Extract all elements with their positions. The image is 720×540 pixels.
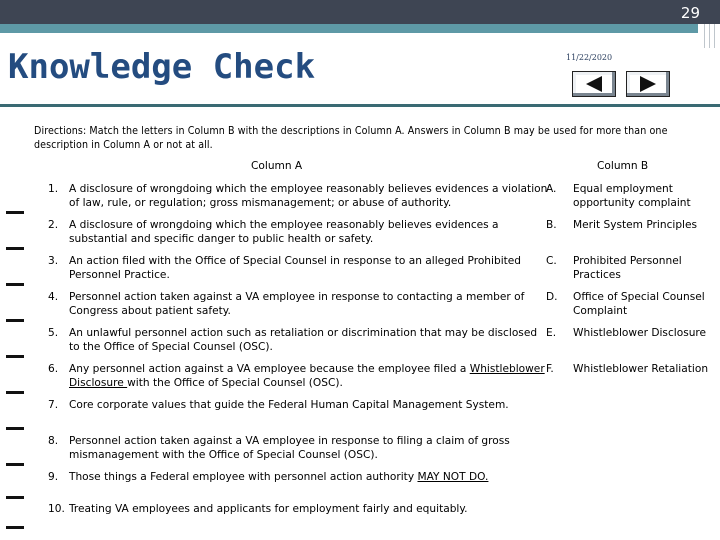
answer-blank bbox=[6, 355, 24, 358]
item-number: 5. bbox=[48, 327, 59, 339]
item-number: 6. bbox=[48, 363, 59, 375]
item-text: A disclosure of wrongdoing which the employee reasonably believes evidences a substantial and specific danger to public health or safety. bbox=[69, 219, 499, 245]
item-text-part: Those things a Federal employee with personnel action authority bbox=[69, 471, 418, 483]
item-letter: C. bbox=[546, 255, 557, 267]
item-number: 4. bbox=[48, 291, 59, 303]
item-text: A disclosure of wrongdoing which the employee reasonably believes evidences a violation of law, rule, or regulation; gross mismanagement; or abuse of authority. bbox=[69, 183, 548, 209]
page-number: 29 bbox=[680, 4, 700, 22]
column-a-item-10 bbox=[48, 502, 548, 516]
top-bar bbox=[0, 0, 720, 24]
answer-blank bbox=[6, 526, 24, 529]
item-letter: E. bbox=[546, 327, 557, 339]
item-text: Office of Special Counsel Complaint bbox=[573, 291, 705, 317]
item-number: 7. bbox=[48, 399, 59, 411]
column-b-item-c bbox=[546, 254, 716, 282]
item-letter: D. bbox=[546, 291, 558, 303]
answer-blank bbox=[6, 391, 24, 394]
directions-text: Directions: Match the letters in Column B with the descriptions in Column A. Answers in Column B may be used for more than one description in Column A or not at all. bbox=[34, 125, 668, 151]
item-number: 3. bbox=[48, 255, 59, 267]
column-a-item-2 bbox=[48, 218, 548, 246]
column-b-header: Column B bbox=[597, 160, 649, 172]
header-divider bbox=[0, 104, 720, 107]
answer-blank bbox=[6, 427, 24, 430]
next-slide-button[interactable] bbox=[626, 71, 670, 97]
column-a-item-6 bbox=[48, 362, 548, 390]
item-letter: A. bbox=[546, 183, 557, 195]
item-text bbox=[69, 470, 548, 484]
column-b-item-d bbox=[546, 290, 716, 318]
column-a-item-9 bbox=[48, 470, 548, 484]
answer-blank bbox=[6, 463, 24, 466]
item-number: 10. bbox=[48, 503, 65, 515]
answer-blank bbox=[6, 496, 24, 499]
item-letter: F. bbox=[546, 363, 554, 375]
top-accent-band bbox=[0, 24, 698, 33]
column-b-item-a bbox=[546, 182, 716, 210]
item-text bbox=[69, 362, 548, 390]
item-number: 9. bbox=[48, 471, 59, 483]
item-text: An unlawful personnel action such as retaliation or discrimination that may be disclosed to the Office of Special Counsel (OSC). bbox=[69, 327, 538, 353]
slide-date: 11/22/2020 bbox=[566, 53, 613, 62]
answer-blank bbox=[6, 319, 24, 322]
item-number: 8. bbox=[48, 435, 59, 447]
item-text: Core corporate values that guide the Federal Human Capital Management System. bbox=[69, 399, 509, 411]
item-number: 1. bbox=[48, 183, 59, 195]
item-number: 2. bbox=[48, 219, 59, 231]
item-text: Merit System Principles bbox=[573, 219, 698, 231]
column-a-item-8 bbox=[48, 434, 548, 462]
page-title: Knowledge Check bbox=[8, 47, 316, 87]
item-text-part: with the Office of Special Counsel (OSC). bbox=[127, 377, 343, 389]
column-a-item-3 bbox=[48, 254, 548, 282]
item-text: Personnel action taken against a VA employee in response to filing a claim of gross mismanagement with the Office of Special Counsel (OSC). bbox=[69, 435, 510, 461]
column-a-item-7 bbox=[48, 398, 548, 412]
item-text: Whistleblower Retaliation bbox=[573, 363, 709, 375]
item-text-underlined: Whistleblower Disclosure bbox=[69, 363, 545, 389]
answer-blank bbox=[6, 247, 24, 250]
column-a-item-1 bbox=[48, 182, 548, 210]
answer-blank bbox=[6, 211, 24, 214]
item-text-underlined: MAY NOT DO. bbox=[417, 471, 489, 483]
answer-blank bbox=[6, 283, 24, 286]
column-a-item-4 bbox=[48, 290, 548, 318]
item-text: Equal employment opportunity complaint bbox=[573, 183, 691, 209]
column-b-item-b bbox=[546, 218, 716, 232]
item-text: An action filed with the Office of Special Counsel in response to an alleged Prohibited Personnel Practice. bbox=[69, 255, 522, 281]
column-b-item-e bbox=[546, 326, 716, 340]
triangle-right-icon bbox=[637, 75, 659, 93]
item-text-part: Any personnel action against a VA employee because the employee filed a bbox=[69, 363, 470, 375]
column-a-header: Column A bbox=[251, 160, 303, 172]
item-text: Personnel action taken against a VA employee in response to contacting a member of Congress about patient safety. bbox=[69, 291, 525, 317]
item-text: Prohibited Personnel Practices bbox=[573, 255, 682, 281]
column-a-item-5 bbox=[48, 326, 548, 354]
right-accent-strip bbox=[700, 24, 720, 48]
item-letter: B. bbox=[546, 219, 557, 231]
previous-slide-button[interactable] bbox=[572, 71, 616, 97]
item-text: Whistleblower Disclosure bbox=[573, 327, 707, 339]
triangle-left-icon bbox=[583, 75, 605, 93]
column-b-item-f bbox=[546, 362, 716, 376]
item-text: Treating VA employees and applicants for employment fairly and equitably. bbox=[69, 503, 468, 515]
